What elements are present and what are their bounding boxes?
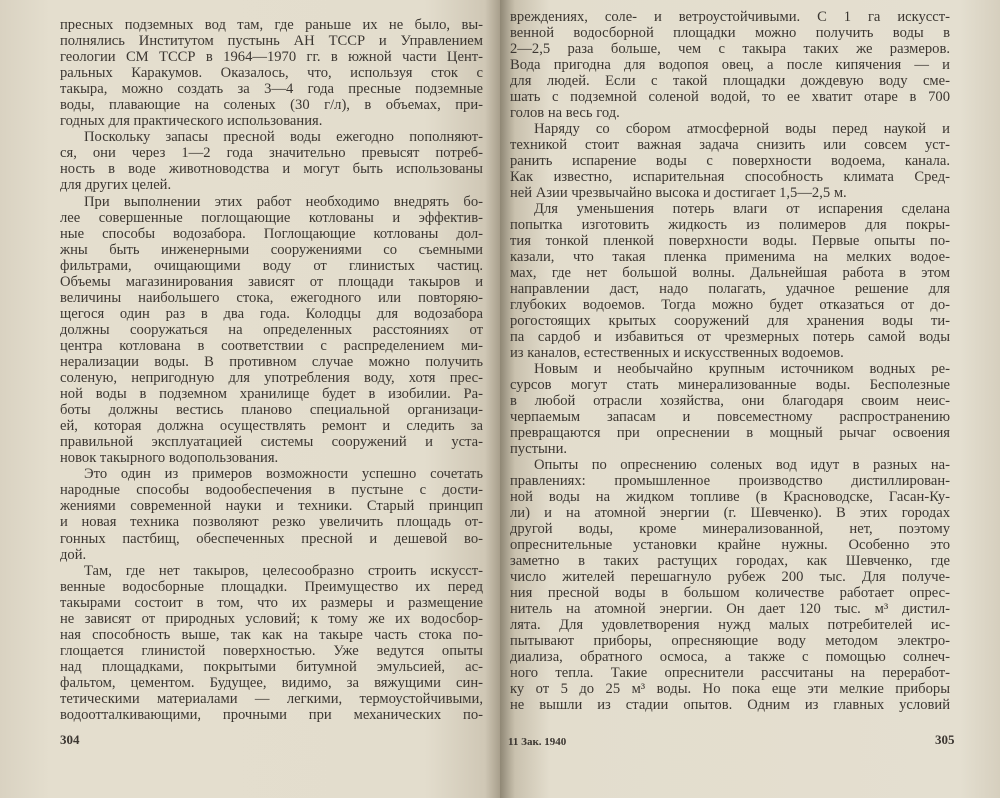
text-line: лята. Для удовлетворения нужд малых потребителей ис- <box>510 617 950 633</box>
text-line: глубоких водоемов. Тогда можно будет отказаться от до- <box>510 297 950 313</box>
text-line: ные способы водозабора. Поглощающие котлованы дол- <box>60 225 483 242</box>
text-line: не вышли из стадии опытов. Одним из главных условий <box>510 697 950 713</box>
text-line: щегося один раз в два года. Колодцы для водозабора <box>60 305 483 322</box>
text-line: заметно в таких растущих городах, как Шевченко, где <box>510 553 950 569</box>
text-line: и новая техника позволяют резко увеличить площадь от- <box>60 514 483 531</box>
text-line: вреждениях, соле- и ветроустойчивыми. С 1 га искусст- <box>510 9 950 25</box>
text-line: лее совершенные поглощающие котлованы и эффектив- <box>60 209 483 226</box>
text-line: ного тепла. Такие опреснители рассчитаны на переработ- <box>510 665 950 681</box>
text-line: другой воды, кроме минерализованной, нет, поэтому <box>510 521 950 537</box>
text-line: ния пресной воды в большом количестве работает опрес- <box>510 585 950 601</box>
left-page-text <box>60 17 483 723</box>
paragraph <box>510 121 950 201</box>
text-line: такырами состоит в том, что их размеры и размещение <box>60 594 483 611</box>
text-line: сурсов могут стать минерализованные воды. Бесполезные <box>510 377 950 393</box>
paragraph <box>510 457 950 713</box>
text-line: воды, плавающие на соленых (30 г/л), в объемах, при- <box>60 97 483 114</box>
text-line: полнялись Институтом пустынь АН ТССР и Управлением <box>60 33 483 50</box>
text-line: ей, которая должна осуществлять ремонт и следить за <box>60 418 483 435</box>
text-line: казали, что такая пленка применима на мелких водое- <box>510 249 950 265</box>
text-line: опреснительные установки крайне нужны. Особенно это <box>510 537 950 553</box>
text-line: Как известно, испарительная способность климата Сред- <box>510 169 950 185</box>
text-line: Наряду со сбором атмосферной воды перед наукой и <box>534 121 950 137</box>
text-line: голов на весь год. <box>510 105 620 121</box>
text-line: ней Азии чрезвычайно высока и достигает 1,5—2,5 м. <box>510 185 847 201</box>
paragraph <box>510 201 950 361</box>
text-line: нитель на атомной энергии. Он дает 120 тыс. м³ дистил- <box>510 601 950 617</box>
text-line: Вода пригодна для водопоя овец, а после кипячения — и <box>510 57 950 73</box>
text-line: для людей. Если с такой площадки дождевую воду сме- <box>510 73 950 89</box>
text-line: венные водосборные площадки. Преимущество их перед <box>60 578 483 595</box>
text-line: превращаются при опреснении в мощный рычаг освоения <box>510 425 950 441</box>
text-line: венной водосборной площадки можно получить воды в <box>510 25 950 41</box>
paragraph <box>60 194 483 467</box>
text-line: попытка изготовить жидкость из полимеров для покры- <box>510 217 950 233</box>
text-line: число жителей перешагнуло рубеж 200 тыс. Для получе- <box>510 569 950 585</box>
text-line: такыра, можно создать за 3—4 года пресные подземные <box>60 81 483 98</box>
page-number-left: 304 <box>60 732 80 747</box>
text-line: направлении даст, надо полагать, удачное решение для <box>510 281 950 297</box>
text-line: над площадками, покрытыми битумной эмульсией, ас- <box>60 658 483 675</box>
text-line: па сардоб и избавиться от чрезмерных потерь самой воды <box>510 329 950 345</box>
text-line: для других целей. <box>60 177 172 194</box>
text-line: величины наибольшего стока, ежегодного или повторяю- <box>60 289 483 306</box>
text-line: ранить испарение воды с поверхности водоема, канала. <box>510 153 950 169</box>
text-line: боты должны вестись планово специальной организаци- <box>60 402 483 419</box>
text-line: Опыты по опреснению соленых вод идут в разных на- <box>534 457 950 473</box>
text-line: ная способность выше, так как на такыре часть стока по- <box>60 626 483 643</box>
text-line: Там, где нет такыров, целесообразно строить искусст- <box>84 562 483 579</box>
text-line: рогостоящих крытых сооружений для хранения воды ти- <box>510 313 950 329</box>
paragraph <box>60 17 483 129</box>
text-line: гонных пастбищ, обеспеченных пресной и дешевой во- <box>60 530 483 547</box>
paragraph <box>60 563 483 723</box>
text-line: Это один из примеров возможности успешно сочетать <box>84 466 483 483</box>
paragraph <box>60 466 483 562</box>
text-line: глощается глинистой поверхностью. Уже ведутся опыты <box>60 642 483 659</box>
text-line: фильтрами, очищающими воду от глинистых частиц. <box>60 257 483 274</box>
text-line: пустыни. <box>510 441 568 457</box>
text-line: ку от 5 до 25 м³ воды. Но пока еще эти мелкие приборы <box>510 681 950 697</box>
page-number-right: 305 <box>935 732 955 747</box>
paragraph <box>60 129 483 193</box>
text-line: народные способы водообеспечения в пустыне с дости- <box>60 482 483 499</box>
text-line: из каналов, естественных и искусственных водоемов. <box>510 345 844 361</box>
text-line: тия тонкой пленкой поверхности воды. Первые опыты по- <box>510 233 950 249</box>
text-line: фальтом, цементом. Будущее, видимо, за вяжущими син- <box>60 674 483 691</box>
text-line: ся, они через 1—2 года значительно превысят потреб- <box>60 145 483 162</box>
text-line: не зависят от природных условий; к тому же их водосбор- <box>60 610 483 627</box>
text-line: ли) и на атомной энергии (г. Шевченко). В этих городах <box>510 505 950 521</box>
text-line: центра котлована в соответствии с распределением ми- <box>60 337 483 354</box>
text-line: 2—2,5 раза больше, чем с такыра таких же размеров. <box>510 41 950 57</box>
text-line: ральных Каракумов. Оказалось, что, используя сток с <box>60 65 483 82</box>
paragraph <box>510 9 950 121</box>
text-line: Объемы магазинирования зависят от площади такыров и <box>60 273 483 290</box>
text-line: правлениях: промышленное производство дистиллирован- <box>510 473 950 489</box>
text-line: должны сооружаться на определенных расстояниях от <box>60 321 483 338</box>
right-page-text <box>510 9 950 713</box>
text-line: ной воды в подземном хранилище будет в изобилии. Ра- <box>60 386 483 403</box>
text-line: соленую, непригодную для употребления воду, хотя прес- <box>60 370 483 387</box>
text-line: новок такырного водопользования. <box>60 450 279 467</box>
text-line: Поскольку запасы пресной воды ежегодно пополняют- <box>84 129 483 146</box>
text-line: пытывают приборы, опресняющие воду методом электро- <box>510 633 950 649</box>
text-line: геологии СМ ТССР в 1964—1970 гг. в южной части Цент- <box>60 49 483 66</box>
text-line: жны быть инженерными сооружениями со съемными <box>60 241 483 258</box>
text-line: мах, где нет большой волны. Дальнейшая работа в этом <box>510 265 950 281</box>
text-line: ность в воде животноводства и могут быть использованы <box>60 161 483 178</box>
text-line: техникой стоит важная задача снизить или совсем уст- <box>510 137 950 153</box>
printer-signature: 11 Зак. 1940 <box>508 736 567 748</box>
paragraph <box>510 361 950 457</box>
text-line: Новым и необычайно крупным источником водных ре- <box>534 361 950 377</box>
text-line: черпаемым запасам и повсеместному распространению <box>510 409 950 425</box>
text-line: годных для практического использования. <box>60 113 323 130</box>
text-line: дой. <box>60 546 87 563</box>
text-line: водоотталкивающими, прочными при механических по- <box>60 707 483 724</box>
text-line: тетическими материалами — легкими, термоустойчивыми, <box>60 690 483 707</box>
text-line: в любой отрасли хозяйства, они благодаря своим неис- <box>510 393 950 409</box>
text-line: При выполнении этих работ необходимо внедрять бо- <box>84 193 483 210</box>
right-page <box>500 0 1000 798</box>
text-line: ной воды на жидком топливе (в Красноводске, Гасан-Ку- <box>510 489 950 505</box>
text-line: пресных подземных вод там, где раньше их не было, вы- <box>60 17 483 33</box>
text-line: жениями современной науки и техники. Старый принцип <box>60 498 483 515</box>
text-line: Для уменьшения потерь влаги от испарения сделана <box>534 201 950 217</box>
text-line: правильной эксплуатацией системы сооружений и уста- <box>60 434 483 451</box>
text-line: диализа, обратного осмоса, а также с помощью солнеч- <box>510 649 950 665</box>
text-line: шать с подземной соленой водой, то ее хватит отаре в 700 <box>510 89 950 105</box>
text-line: нерализации воды. В противном случае можно получить <box>60 353 483 370</box>
